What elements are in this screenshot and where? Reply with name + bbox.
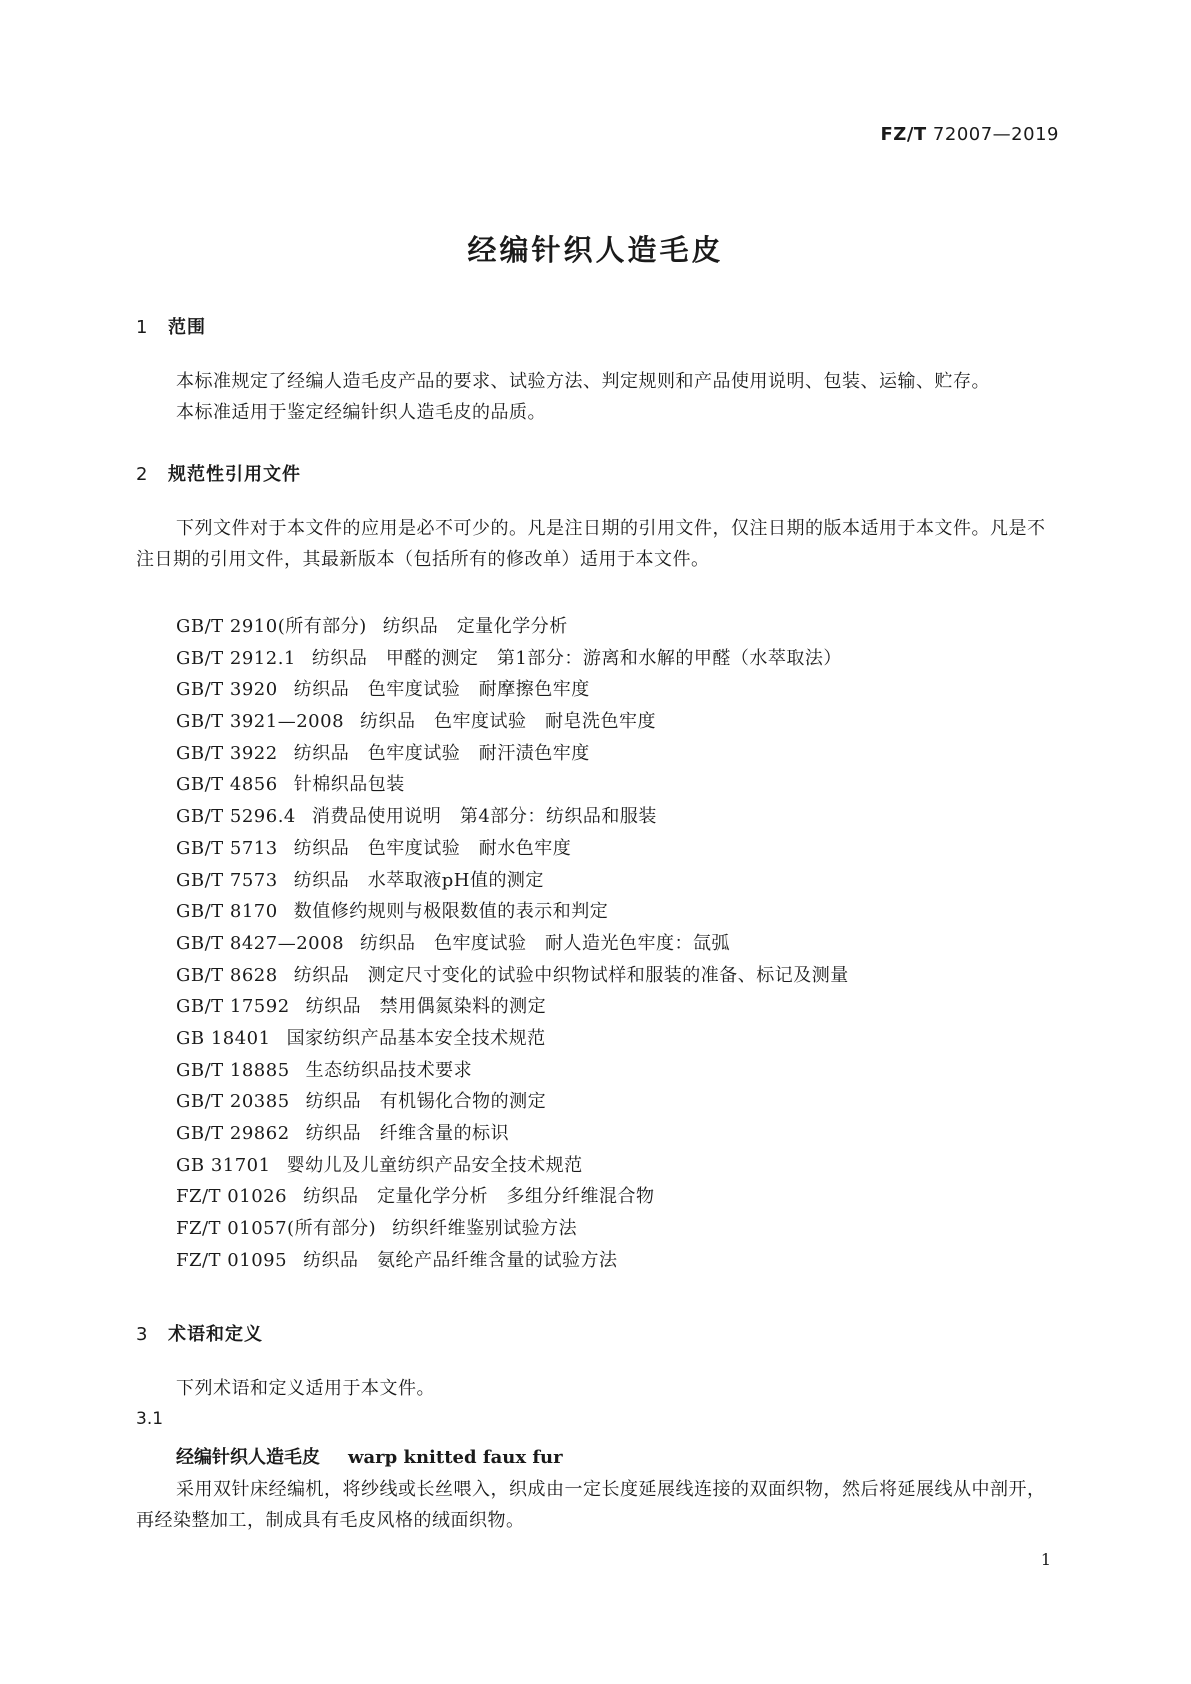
standard-code-prefix: FZ/T <box>880 124 927 145</box>
reference-item <box>176 1245 849 1277</box>
reference-code: GB/T 20385 <box>176 1091 290 1113</box>
section-1-paragraph-2: 本标准适用于鉴定经编针织人造毛皮的品质。 <box>176 402 546 423</box>
section-3-paragraph-1: 下列术语和定义适用于本文件。 <box>176 1378 435 1399</box>
term-heading <box>176 1443 563 1469</box>
term-english: warp knitted faux fur <box>348 1447 563 1468</box>
section-1-paragraph-1: 本标准规定了经编人造毛皮产品的要求、试验方法、判定规则和产品使用说明、包装、运输、贮存。 <box>176 371 990 392</box>
standard-code-number: 72007—2019 <box>932 124 1059 145</box>
reference-code: GB/T 17592 <box>176 996 290 1018</box>
reference-code: GB/T 29862 <box>176 1123 290 1144</box>
document-title: 经编针织人造毛皮 <box>467 233 724 267</box>
reference-title: 纺织品 禁用偶氮染料的测定 <box>305 996 547 1018</box>
section-title: 术语和定义 <box>168 1324 263 1345</box>
term-chinese: 经编针织人造毛皮 <box>176 1447 320 1468</box>
reference-title: 纺织品 定量化学分析 <box>382 616 568 637</box>
reference-code: GB/T 5296.4 <box>176 806 296 828</box>
reference-code: GB 18401 <box>176 1027 271 1049</box>
reference-code: GB/T 3920 <box>176 679 278 701</box>
reference-code: FZ/T 01095 <box>176 1249 288 1271</box>
section-number: 3 <box>136 1324 149 1345</box>
reference-title: 纺织品 纤维含量的标识 <box>305 1123 510 1144</box>
reference-item <box>176 833 849 865</box>
reference-code: GB/T 7573 <box>176 869 278 891</box>
section-title: 范围 <box>168 317 206 338</box>
reference-title: 纺织品 色牢度试验 耐汗渍色牢度 <box>293 742 590 764</box>
reference-title: 纺织品 色牢度试验 耐摩擦色牢度 <box>293 679 590 701</box>
section-number: 2 <box>136 464 149 485</box>
reference-code: GB/T 8628 <box>176 964 278 986</box>
reference-code: GB/T 2910(所有部分) <box>176 616 367 637</box>
section-2-paragraph-1: 下列文件对于本文件的应用是必不可少的。凡是注日期的引用文件，仅注日期的版本适用于本文件。凡是不注日期的引用文件，其最新版本（包括所有的修改单）适用于本文件。 <box>136 518 1046 570</box>
reference-item <box>176 769 849 801</box>
normative-references-list <box>176 611 849 1276</box>
reference-item <box>176 674 849 706</box>
reference-item <box>176 1086 849 1118</box>
reference-item <box>176 991 849 1023</box>
clause-number: 3.1 <box>136 1409 164 1429</box>
reference-title: 纺织品 有机锡化合物的测定 <box>305 1091 547 1113</box>
reference-title: 生态纺织品技术要求 <box>305 1059 473 1081</box>
section-2-heading <box>136 460 301 486</box>
reference-title: 纺织品 色牢度试验 耐人造光色牢度：氙弧 <box>360 932 731 954</box>
reference-item <box>176 1213 849 1245</box>
standard-code <box>880 124 1059 145</box>
reference-code: GB/T 18885 <box>176 1059 290 1081</box>
reference-item <box>176 1118 849 1150</box>
reference-title: 纺织品 氨纶产品纤维含量的试验方法 <box>303 1249 618 1271</box>
reference-code: GB/T 8427—2008 <box>176 932 345 954</box>
section-1-heading <box>136 313 206 339</box>
reference-code: GB/T 3921—2008 <box>176 711 345 733</box>
reference-item <box>176 643 849 675</box>
reference-title: 数值修约规则与极限数值的表示和判定 <box>293 901 609 923</box>
reference-title: 纺织品 测定尺寸变化的试验中织物试样和服装的准备、标记及测量 <box>293 964 849 986</box>
section-number: 1 <box>136 317 149 338</box>
reference-title: 纺织品 水萃取液pH值的测定 <box>293 869 544 891</box>
reference-item <box>176 960 849 992</box>
reference-title: 婴幼儿及儿童纺织产品安全技术规范 <box>286 1154 583 1176</box>
reference-code: FZ/T 01026 <box>176 1186 288 1208</box>
reference-item <box>176 1150 849 1182</box>
reference-code: GB/T 5713 <box>176 837 278 859</box>
reference-code: GB/T 2912.1 <box>176 647 296 669</box>
reference-title: 纺织品 色牢度试验 耐皂洗色牢度 <box>360 711 657 733</box>
reference-item <box>176 1181 849 1213</box>
reference-item <box>176 865 849 897</box>
reference-title: 国家纺织产品基本安全技术规范 <box>286 1027 546 1049</box>
term-definition: 采用双针床经编机，将纱线或长丝喂入，织成由一定长度延展线连接的双面织物，然后将延展线从中剖开，再经染整加工，制成具有毛皮风格的绒面织物。 <box>136 1479 1046 1531</box>
reference-title: 纺织纤维鉴别试验方法 <box>392 1218 578 1240</box>
reference-item <box>176 801 849 833</box>
reference-item <box>176 928 849 960</box>
section-3-heading <box>136 1320 263 1346</box>
page-number: 1 <box>1040 1550 1051 1569</box>
reference-item <box>176 738 849 770</box>
reference-item <box>176 611 849 643</box>
reference-title: 纺织品 甲醛的测定 第1部分：游离和水解的甲醛（水萃取法） <box>311 647 842 669</box>
reference-code: GB/T 4856 <box>176 774 278 796</box>
reference-code: FZ/T 01057(所有部分) <box>176 1218 377 1240</box>
reference-title: 纺织品 色牢度试验 耐水色牢度 <box>293 837 572 859</box>
reference-item <box>176 706 849 738</box>
reference-title: 纺织品 定量化学分析 多组分纤维混合物 <box>303 1186 655 1208</box>
reference-item <box>176 1023 849 1055</box>
reference-item <box>176 896 849 928</box>
reference-item <box>176 1055 849 1087</box>
reference-code: GB/T 3922 <box>176 742 278 764</box>
reference-title: 针棉织品包装 <box>293 774 405 796</box>
reference-code: GB/T 8170 <box>176 901 278 923</box>
reference-code: GB 31701 <box>176 1154 271 1176</box>
reference-title: 消费品使用说明 第4部分：纺织品和服装 <box>311 806 657 828</box>
section-title: 规范性引用文件 <box>168 464 301 485</box>
